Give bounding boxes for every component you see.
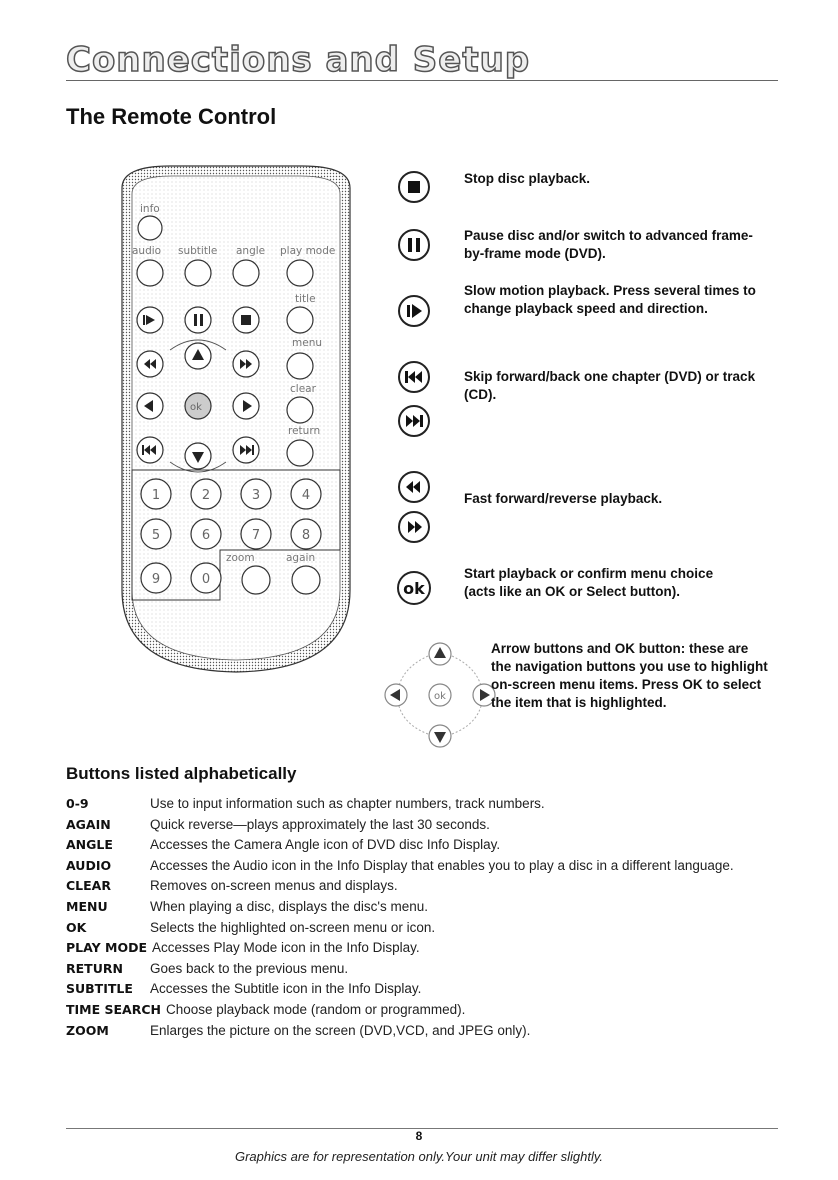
digit-1-label: 1 <box>151 488 161 503</box>
definition-row <box>66 938 766 959</box>
definition-term: SUBTITLE <box>66 981 133 997</box>
remote-control-illustration <box>110 160 362 680</box>
definition-meaning: Enlarges the picture on the screen (DVD,VCD, and JPEG only). <box>150 1022 531 1038</box>
definition-meaning: Choose playback mode (random or programmed). <box>165 1001 466 1017</box>
remote-ok-label: ok <box>190 402 202 413</box>
definition-term: 0-9 <box>66 796 89 811</box>
skip-forward-icon <box>397 404 431 438</box>
chapter-title: Connections and Setup <box>66 40 531 80</box>
clear-button <box>287 397 313 423</box>
title-button <box>287 307 313 333</box>
definition-meaning: When playing a disc, displays the disc's menu. <box>150 898 428 914</box>
definition-term: AUDIO <box>66 857 112 873</box>
remote-label-info: info <box>140 203 160 215</box>
definition-term: PLAY MODE <box>66 940 147 956</box>
buttons-list-title: Buttons listed alphabetically <box>66 764 297 783</box>
digit-2-label: 2 <box>201 488 211 503</box>
digit-8-label: 8 <box>301 528 311 543</box>
fast-description: Fast forward/reverse playback. <box>464 491 663 506</box>
definition-term: OK <box>66 919 87 935</box>
zoom-button <box>242 566 270 594</box>
page-number: 8 <box>415 1129 423 1143</box>
definition-meaning: Goes back to the previous menu. <box>150 960 349 976</box>
remote-label-angle: angle <box>236 245 266 257</box>
pause-button <box>185 307 211 333</box>
pause-description: Pause disc and/or switch to advanced frame-by-frame mode (DVD). <box>464 228 753 261</box>
definition-term: MENU <box>66 898 108 914</box>
digit-7-label: 7 <box>251 528 261 543</box>
definition-term: ANGLE <box>66 837 113 853</box>
digit-3-label: 3 <box>251 488 261 503</box>
definition-row <box>66 815 766 836</box>
definition-term: ZOOM <box>66 1022 109 1038</box>
svg-text:ok: ok <box>403 579 425 598</box>
definition-meaning: Accesses the Camera Angle icon of DVD disc Info Display. <box>150 837 501 853</box>
skip-description: Skip forward/back one chapter (DVD) or track (CD). <box>464 369 756 402</box>
remote-label-audio: audio <box>132 245 162 257</box>
digit-9-label: 9 <box>151 572 161 587</box>
info-button <box>138 216 162 240</box>
remote-label-again: again <box>286 552 316 564</box>
audio-button <box>137 260 163 286</box>
ok-icon <box>396 570 432 606</box>
definition-term: RETURN <box>66 960 123 976</box>
reverse-icon <box>397 470 431 504</box>
definition-meaning: Accesses Play Mode icon in the Info Display. <box>152 940 420 956</box>
remote-label-return: return <box>288 425 321 437</box>
digit-5-label: 5 <box>151 528 161 543</box>
pause-icon-small <box>194 314 197 326</box>
stop-description: Stop disc playback. <box>464 171 591 186</box>
remote-label-subtitle: subtitle <box>178 245 218 257</box>
return-button <box>287 440 313 466</box>
footer-note: Graphics are for representation only.Your unit may differ slightly. <box>234 1149 604 1164</box>
subtitle-button <box>185 260 211 286</box>
definition-term: CLEAR <box>66 878 111 894</box>
chapter-rule <box>66 80 778 81</box>
buttons-definition-list <box>66 794 766 1041</box>
definition-row <box>66 876 766 897</box>
definition-row <box>66 1021 766 1042</box>
section-title: The Remote Control <box>66 104 277 129</box>
digit-4-label: 4 <box>301 488 311 503</box>
arrow-pad-icon <box>380 632 500 750</box>
definition-meaning: Selects the highlighted on-screen menu or icon. <box>150 919 436 935</box>
stop-icon <box>397 170 431 204</box>
digit-0-label: 0 <box>201 572 211 587</box>
again-button <box>292 566 320 594</box>
stop-icon-small <box>241 315 251 325</box>
remote-label-play-mode: play mode <box>280 245 336 257</box>
svg-text:ok: ok <box>434 691 446 702</box>
forward-icon <box>397 510 431 544</box>
remote-label-menu: menu <box>292 337 322 349</box>
remote-label-clear: clear <box>290 383 316 395</box>
slow-description: Slow motion playback. Press several times to change playback speed and direction. <box>464 283 756 316</box>
definition-row <box>66 897 766 918</box>
definition-meaning: Accesses the Audio icon in the Info Display that enables you to play a disc in a different language. <box>150 857 734 873</box>
definition-meaning: Use to input information such as chapter numbers, track numbers. <box>150 796 545 811</box>
definition-row <box>66 835 766 856</box>
definition-meaning: Quick reverse—plays approximately the last 30 seconds. <box>150 816 490 832</box>
definition-term: TIME SEARCH <box>66 1001 161 1017</box>
definition-meaning: Removes on-screen menus and displays. <box>150 878 398 894</box>
angle-button <box>233 260 259 286</box>
definition-row <box>66 856 766 877</box>
prev-icon-small <box>142 445 144 455</box>
definition-row <box>66 794 766 815</box>
pause-icon <box>397 228 431 262</box>
definition-row <box>66 979 766 1000</box>
menu-button <box>287 353 313 379</box>
definition-meaning: Accesses the Subtitle icon in the Info Display. <box>150 981 422 997</box>
definition-row <box>66 959 766 980</box>
ok-description: Start playback or confirm menu choice (acts like an OK or Select button). <box>464 566 714 599</box>
skip-back-icon <box>397 360 431 394</box>
definition-row <box>66 918 766 939</box>
definition-term: AGAIN <box>66 816 111 832</box>
digit-6-label: 6 <box>201 528 211 543</box>
remote-label-title: title <box>295 293 316 305</box>
definition-row <box>66 1000 766 1021</box>
play-mode-button <box>287 260 313 286</box>
remote-label-zoom: zoom <box>226 552 255 564</box>
arrow-pad-description: Arrow buttons and OK button: these are the navigation buttons you use to highlight on-screen menu items. Press OK to select the item that is highlighted. <box>491 641 768 710</box>
slow-icon <box>397 294 431 328</box>
